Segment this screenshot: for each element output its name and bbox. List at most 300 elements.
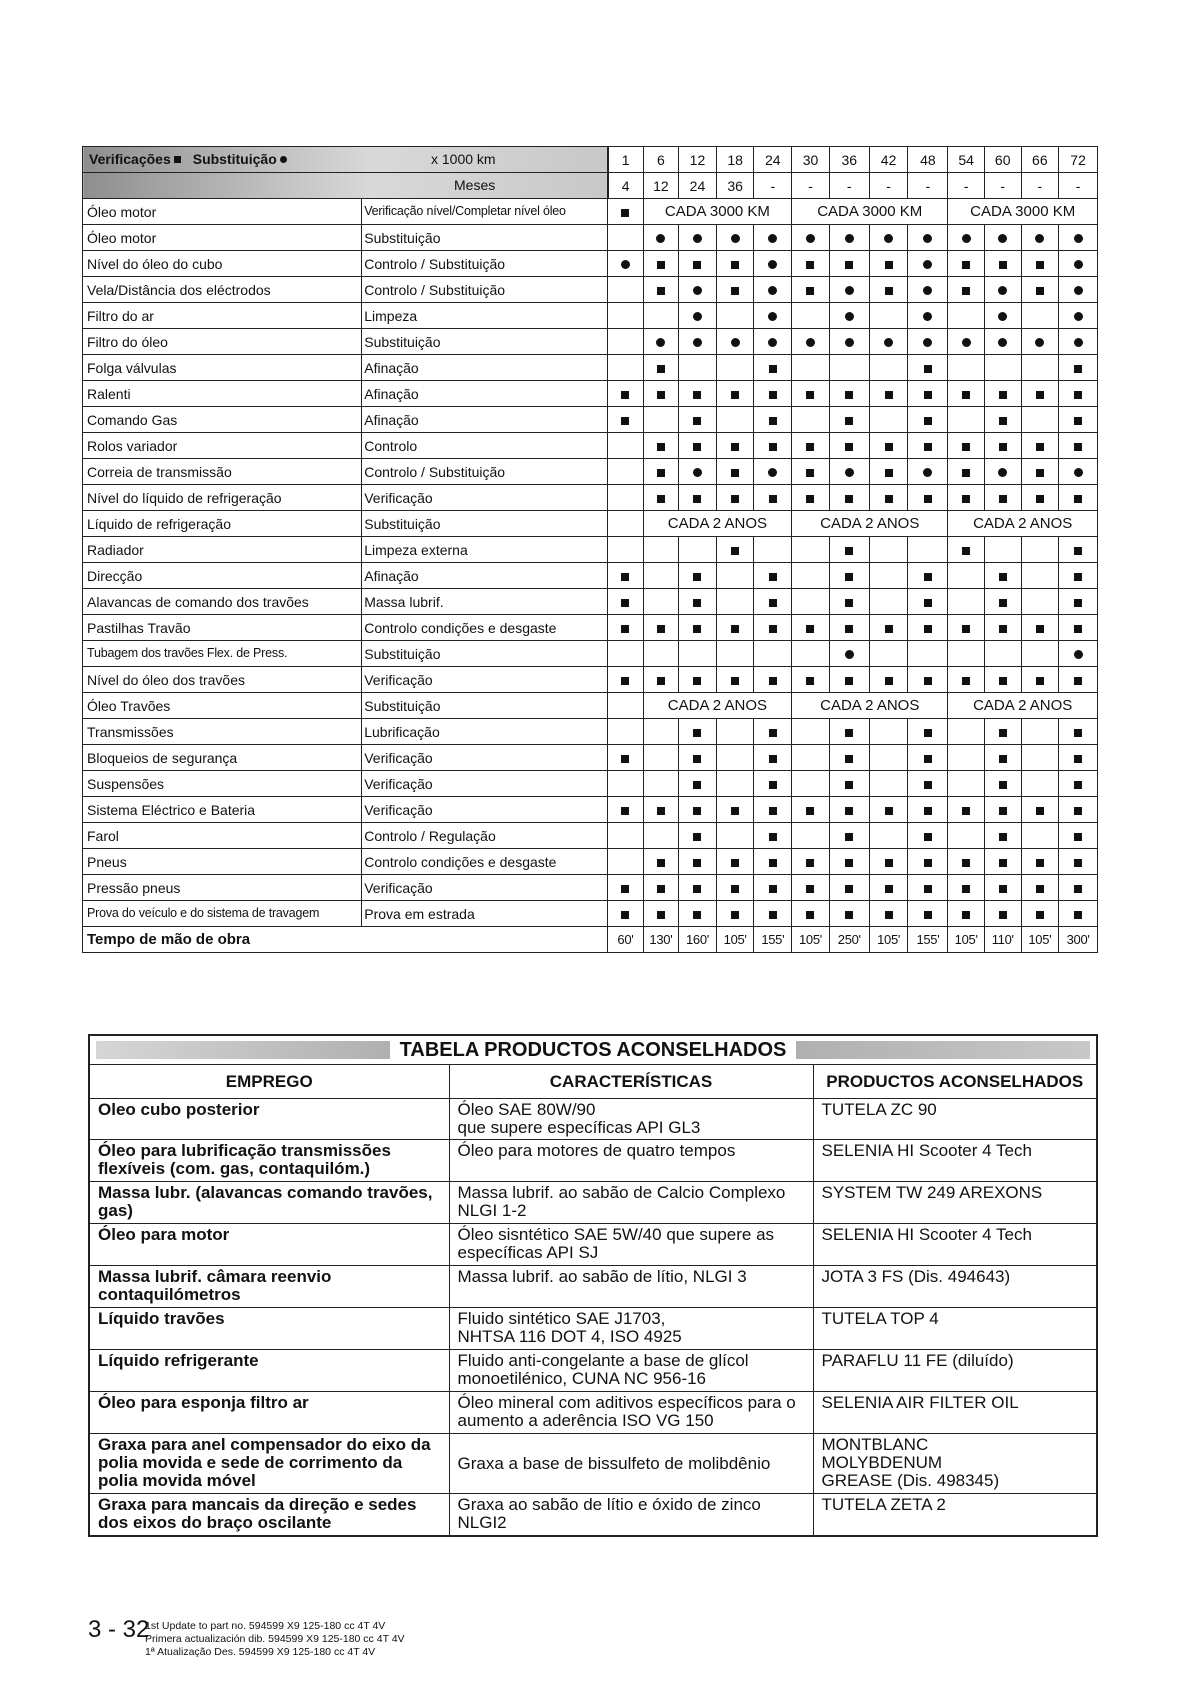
- replace-dot-icon: [884, 338, 893, 347]
- check-square-icon: [731, 625, 739, 633]
- row-operation: Massa lubrif.: [362, 589, 608, 615]
- mark-cell: [679, 407, 717, 433]
- check-square-icon: [1074, 755, 1082, 763]
- mark-cell: [643, 667, 678, 693]
- check-square-icon: [845, 599, 853, 607]
- km-interval: 18: [716, 147, 754, 173]
- mark-cell: [716, 745, 754, 771]
- check-square-icon: [693, 599, 701, 607]
- check-square-icon: [924, 807, 932, 815]
- check-square-icon: [924, 859, 932, 867]
- check-square-icon: [962, 625, 970, 633]
- check-square-icon: [1074, 859, 1082, 867]
- check-square-icon: [1074, 833, 1082, 841]
- table-row: [83, 459, 1098, 485]
- mark-cell: [1021, 355, 1059, 381]
- mark-cell: [792, 381, 830, 407]
- check-square-icon: [693, 625, 701, 633]
- month-interval: -: [1021, 173, 1059, 199]
- mark-cell: [643, 355, 678, 381]
- mark-cell: [984, 433, 1021, 459]
- mark-cell: [608, 615, 643, 641]
- check-square-icon: [621, 417, 629, 425]
- mark-cell: [716, 277, 754, 303]
- mark-cell: [869, 797, 908, 823]
- mark-cell: [608, 303, 643, 329]
- replace-dot-icon: [280, 156, 287, 163]
- check-square-icon: [962, 469, 970, 477]
- mark-cell: [948, 849, 985, 875]
- check-square-icon: [769, 599, 777, 607]
- check-square-icon: [845, 677, 853, 685]
- mark-cell: [643, 823, 678, 849]
- row-item: Líquido de refrigeração: [83, 511, 362, 537]
- check-square-icon: [1074, 885, 1082, 893]
- replace-dot-icon: [1035, 234, 1044, 243]
- mark-cell: [908, 433, 948, 459]
- check-square-icon: [806, 677, 814, 685]
- check-square-icon: [693, 391, 701, 399]
- check-square-icon: [885, 287, 893, 295]
- check-square-icon: [845, 261, 853, 269]
- mark-cell: [908, 771, 948, 797]
- check-square-icon: [621, 391, 629, 399]
- replace-dot-icon: [768, 312, 777, 321]
- mark-cell: [1059, 433, 1098, 459]
- mark-cell: [716, 407, 754, 433]
- km-interval: 6: [643, 147, 678, 173]
- mark-cell: [679, 901, 717, 927]
- mark-cell: [908, 901, 948, 927]
- mark-cell: [754, 719, 792, 745]
- row-item: Pneus: [83, 849, 362, 875]
- check-square-icon: [769, 417, 777, 425]
- row-operation: Prova em estrada: [362, 901, 608, 927]
- check-square-icon: [693, 833, 701, 841]
- check-square-icon: [924, 365, 932, 373]
- mark-cell: [984, 459, 1021, 485]
- check-square-icon: [1036, 625, 1044, 633]
- mark-cell: [643, 719, 678, 745]
- mark-cell: [984, 329, 1021, 355]
- replace-dot-icon: [693, 468, 702, 477]
- mark-cell: [829, 615, 869, 641]
- table-row: [83, 667, 1098, 693]
- mark-cell: [829, 901, 869, 927]
- check-square-icon: [845, 547, 853, 555]
- check-square-icon: [806, 911, 814, 919]
- interval-span: CADA 2 ANOS: [643, 511, 791, 537]
- mark-cell: [754, 459, 792, 485]
- mark-cell: [792, 823, 830, 849]
- mark-cell: [716, 485, 754, 511]
- mark-cell: [1059, 303, 1098, 329]
- check-square-icon: [885, 859, 893, 867]
- mark-cell: [908, 251, 948, 277]
- mark-cell: [608, 433, 643, 459]
- labor-time: 160': [679, 927, 717, 953]
- row-operation: Limpeza: [362, 303, 608, 329]
- month-interval: 36: [716, 173, 754, 199]
- mark-cell: [984, 797, 1021, 823]
- mark-cell: [1021, 381, 1059, 407]
- month-interval: -: [908, 173, 948, 199]
- mark-cell: [1021, 303, 1059, 329]
- row-operation: Afinação: [362, 355, 608, 381]
- mark-cell: [792, 433, 830, 459]
- row-operation: Controlo / Substituição: [362, 251, 608, 277]
- replace-dot-icon: [731, 234, 740, 243]
- labor-time: 105': [1021, 927, 1059, 953]
- mark-cell: [643, 303, 678, 329]
- km-interval: 60: [984, 147, 1021, 173]
- product-characteristics: Fluido anti-congelante a base de glícol monoetilénico, CUNA NC 956-16: [449, 1350, 813, 1392]
- mark-cell: [829, 329, 869, 355]
- mark-cell: [643, 589, 678, 615]
- month-interval: -: [869, 173, 908, 199]
- mark-cell: [1059, 459, 1098, 485]
- check-square-icon: [845, 755, 853, 763]
- check-square-icon: [962, 677, 970, 685]
- table-row: [83, 589, 1098, 615]
- mark-cell: [984, 875, 1021, 901]
- labor-time: 130': [643, 927, 678, 953]
- interval-span: CADA 2 ANOS: [792, 693, 948, 719]
- check-square-icon: [845, 391, 853, 399]
- mark-cell: [869, 277, 908, 303]
- mark-cell: [1059, 277, 1098, 303]
- column-header-products: PRODUCTOS ACONSELHADOS: [813, 1065, 1097, 1099]
- mark-cell: [1059, 329, 1098, 355]
- check-square-icon: [731, 859, 739, 867]
- mark-cell: [643, 537, 678, 563]
- check-square-icon: [1036, 807, 1044, 815]
- replace-dot-icon: [693, 312, 702, 321]
- check-square-icon: [962, 495, 970, 503]
- mark-cell: [1021, 277, 1059, 303]
- check-square-icon: [769, 781, 777, 789]
- replace-dot-icon: [693, 338, 702, 347]
- check-square-icon: [693, 755, 701, 763]
- product-name: TUTELA TOP 4: [813, 1308, 1097, 1350]
- mark-cell: [948, 225, 985, 251]
- product-name: TUTELA ZETA 2: [813, 1494, 1097, 1536]
- check-square-icon: [731, 807, 739, 815]
- mark-cell: [792, 459, 830, 485]
- replace-dot-icon: [845, 650, 854, 659]
- row-item: Bloqueios de segurança: [83, 745, 362, 771]
- mark-cell: [1059, 589, 1098, 615]
- row-operation: Verificação: [362, 485, 608, 511]
- mark-cell: [643, 797, 678, 823]
- mark-cell: [792, 355, 830, 381]
- mark-cell: [948, 303, 985, 329]
- column-header-use: EMPREGO: [89, 1065, 449, 1099]
- mark-cell: [754, 329, 792, 355]
- product-row: [89, 1182, 1097, 1224]
- row-operation: Verificação: [362, 797, 608, 823]
- mark-cell: [754, 875, 792, 901]
- check-square-icon: [962, 807, 970, 815]
- replace-dot-icon: [621, 260, 630, 269]
- row-item: Correia de transmissão: [83, 459, 362, 485]
- check-square-icon: [657, 677, 665, 685]
- table-row: [83, 641, 1098, 667]
- row-operation: Verificação: [362, 745, 608, 771]
- check-square-icon: [1036, 469, 1044, 477]
- check-square-icon: [731, 261, 739, 269]
- check-square-icon: [845, 625, 853, 633]
- check-square-icon: [1036, 443, 1044, 451]
- replace-dot-icon: [806, 234, 815, 243]
- mark-cell: [948, 563, 985, 589]
- mark-cell: [1021, 667, 1059, 693]
- mark-cell: [792, 745, 830, 771]
- mark-cell: [829, 667, 869, 693]
- product-characteristics: Óleo sisntético SAE 5W/40 que supere as específicas API SJ: [449, 1224, 813, 1266]
- mark-cell: [1059, 537, 1098, 563]
- check-square-icon: [845, 911, 853, 919]
- check-square-icon: [924, 573, 932, 581]
- check-square-icon: [1074, 911, 1082, 919]
- check-square-icon: [1074, 625, 1082, 633]
- mark-cell: [754, 537, 792, 563]
- header-legend-cell: [83, 147, 608, 173]
- check-square-icon: [999, 677, 1007, 685]
- mark-cell: [679, 459, 717, 485]
- mark-cell: [608, 537, 643, 563]
- mark-cell: [792, 875, 830, 901]
- check-square-icon: [806, 625, 814, 633]
- replace-dot-icon: [845, 312, 854, 321]
- mark-cell: [754, 277, 792, 303]
- product-characteristics: Óleo para motores de quatro tempos: [449, 1140, 813, 1182]
- check-square-icon: [621, 599, 629, 607]
- check-square-icon: [693, 417, 701, 425]
- mark-cell: [754, 823, 792, 849]
- replace-dot-icon: [768, 468, 777, 477]
- mark-cell: [829, 225, 869, 251]
- check-square-icon: [885, 911, 893, 919]
- mark-cell: [792, 563, 830, 589]
- labor-time: 105': [716, 927, 754, 953]
- row-operation: Verificação: [362, 771, 608, 797]
- check-square-icon: [621, 885, 629, 893]
- replace-dot-icon: [656, 338, 665, 347]
- check-square-icon: [999, 911, 1007, 919]
- row-item: Transmissões: [83, 719, 362, 745]
- check-square-icon: [845, 781, 853, 789]
- mark-cell: [869, 563, 908, 589]
- mark-cell: [1059, 615, 1098, 641]
- mark-cell: [754, 615, 792, 641]
- product-characteristics: Graxa ao sabão de lítio e óxido de zinco NLGI2: [449, 1494, 813, 1536]
- replace-dot-icon: [923, 260, 932, 269]
- table-row: [83, 849, 1098, 875]
- mark-cell: [608, 771, 643, 797]
- table-row: [83, 771, 1098, 797]
- mark-cell: [754, 849, 792, 875]
- mark-cell: [829, 745, 869, 771]
- mark-cell: [984, 901, 1021, 927]
- product-name: PARAFLU 11 FE (diluído): [813, 1350, 1097, 1392]
- labor-time: 110': [984, 927, 1021, 953]
- mark-cell: [829, 277, 869, 303]
- check-square-icon: [657, 443, 665, 451]
- km-interval: 42: [869, 147, 908, 173]
- check-square-icon: [885, 807, 893, 815]
- product-name: SELENIA HI Scooter 4 Tech: [813, 1224, 1097, 1266]
- labor-label: Tempo de mão de obra: [83, 927, 608, 953]
- replace-dot-icon: [1074, 312, 1083, 321]
- row-item: Suspensões: [83, 771, 362, 797]
- check-square-icon: [693, 495, 701, 503]
- check-square-icon: [769, 677, 777, 685]
- check-square-icon: [962, 885, 970, 893]
- row-operation: Verificação: [362, 875, 608, 901]
- product-use: Graxa para anel compensador do eixo da polia movida e sede de corrimento da polia movida móvel: [89, 1434, 449, 1494]
- km-interval: 24: [754, 147, 792, 173]
- mark-cell: [869, 875, 908, 901]
- check-square-icon: [769, 755, 777, 763]
- check-square-icon: [769, 573, 777, 581]
- check-square-icon: [999, 729, 1007, 737]
- mark-cell: [829, 823, 869, 849]
- mark-cell: [984, 303, 1021, 329]
- row-operation: Verificação: [362, 667, 608, 693]
- check-square-icon: [693, 885, 701, 893]
- mark-cell: [679, 667, 717, 693]
- mark-cell: [908, 797, 948, 823]
- mark-cell: [1021, 589, 1059, 615]
- row-item: Vela/Distância dos eléctrodos: [83, 277, 362, 303]
- mark-cell: [1059, 823, 1098, 849]
- mark-cell: [679, 433, 717, 459]
- check-square-icon: [845, 885, 853, 893]
- revision-note: 1st Update to part no. 594599 X9 125-180 cc 4T 4V: [145, 1620, 386, 1632]
- km-unit-label: x 1000 km: [431, 151, 496, 167]
- row-item: Óleo motor: [83, 225, 362, 251]
- check-square-icon: [999, 417, 1007, 425]
- mark-cell: [792, 719, 830, 745]
- mark-cell: [869, 433, 908, 459]
- check-square-icon: [806, 885, 814, 893]
- row-operation: Afinação: [362, 381, 608, 407]
- check-square-icon: [731, 469, 739, 477]
- replace-dot-icon: [656, 234, 665, 243]
- mark-cell: [716, 537, 754, 563]
- mark-cell: [608, 901, 643, 927]
- replace-dot-icon: [845, 234, 854, 243]
- mark-cell: [792, 849, 830, 875]
- check-square-icon: [999, 599, 1007, 607]
- row-item: Alavancas de comando dos travões: [83, 589, 362, 615]
- table-row: [83, 745, 1098, 771]
- mark-cell: [948, 407, 985, 433]
- mark-cell: [829, 433, 869, 459]
- mark-cell: [716, 355, 754, 381]
- product-name: SYSTEM TW 249 AREXONS: [813, 1182, 1097, 1224]
- row-operation: Substituição: [362, 693, 608, 719]
- mark-cell: [948, 745, 985, 771]
- mark-cell: [679, 329, 717, 355]
- mark-cell: [608, 719, 643, 745]
- mark-cell: [869, 459, 908, 485]
- mark-cell: [792, 615, 830, 641]
- interval-span: CADA 2 ANOS: [948, 511, 1098, 537]
- product-use: Massa lubrif. câmara reenvio contaquilómetros: [89, 1266, 449, 1308]
- mark-cell: [948, 797, 985, 823]
- mark-cell: [869, 589, 908, 615]
- check-square-icon: [657, 911, 665, 919]
- replace-dot-icon: [693, 234, 702, 243]
- revision-note: 1ª Atualização Des. 594599 X9 125-180 cc 4T 4V: [145, 1646, 376, 1658]
- mark-cell: [829, 589, 869, 615]
- mark-cell: [792, 485, 830, 511]
- product-use: Graxa para mancais da direção e sedes dos eixos do braço oscilante: [89, 1494, 449, 1536]
- product-name: JOTA 3 FS (Dis. 494643): [813, 1266, 1097, 1308]
- table-row: [83, 199, 1098, 225]
- check-square-icon: [924, 599, 932, 607]
- check-square-icon: [885, 625, 893, 633]
- mark-cell: [908, 459, 948, 485]
- check-square-icon: [769, 885, 777, 893]
- table-row: [83, 485, 1098, 511]
- mark-cell: [643, 771, 678, 797]
- product-use: Massa lubr. (alavancas comando travões, gas): [89, 1182, 449, 1224]
- check-square-icon: [962, 287, 970, 295]
- replace-dot-icon: [845, 338, 854, 347]
- check-square-icon: [845, 495, 853, 503]
- check-square-icon: [962, 547, 970, 555]
- check-square-icon: [693, 859, 701, 867]
- check-square-icon: [924, 417, 932, 425]
- check-square-icon: [1036, 261, 1044, 269]
- km-interval: 30: [792, 147, 830, 173]
- mark-cell: [829, 641, 869, 667]
- mark-cell: [984, 381, 1021, 407]
- legend-replace-label: Substituição: [192, 151, 277, 167]
- mark-cell: [608, 563, 643, 589]
- row-item: Direcção: [83, 563, 362, 589]
- check-square-icon: [769, 911, 777, 919]
- mark-cell: [1059, 719, 1098, 745]
- mark-cell: [716, 719, 754, 745]
- mark-cell: [608, 823, 643, 849]
- product-name: TUTELA ZC 90: [813, 1099, 1097, 1140]
- product-use: Óleo para lubrificação transmissões flexíveis (com. gas, contaquilóm.): [89, 1140, 449, 1182]
- products-table: [88, 1034, 1098, 1537]
- row-operation: Substituição: [362, 511, 608, 537]
- month-interval: 12: [643, 173, 678, 199]
- revision-notes: [145, 1620, 405, 1659]
- mark-cell: [948, 329, 985, 355]
- mark-cell: [984, 225, 1021, 251]
- mark-cell: [1059, 225, 1098, 251]
- replace-dot-icon: [845, 468, 854, 477]
- mark-cell: [608, 381, 643, 407]
- check-square-icon: [657, 261, 665, 269]
- check-square-icon: [845, 573, 853, 581]
- mark-cell: [1021, 329, 1059, 355]
- check-square-icon: [962, 911, 970, 919]
- check-square-icon: [1036, 677, 1044, 685]
- mark-cell: [984, 355, 1021, 381]
- mark-cell: [754, 641, 792, 667]
- product-characteristics: Fluido sintético SAE J1703, NHTSA 116 DOT 4, ISO 4925: [449, 1308, 813, 1350]
- months-label: Meses: [454, 177, 496, 193]
- labor-time: 300': [1059, 927, 1098, 953]
